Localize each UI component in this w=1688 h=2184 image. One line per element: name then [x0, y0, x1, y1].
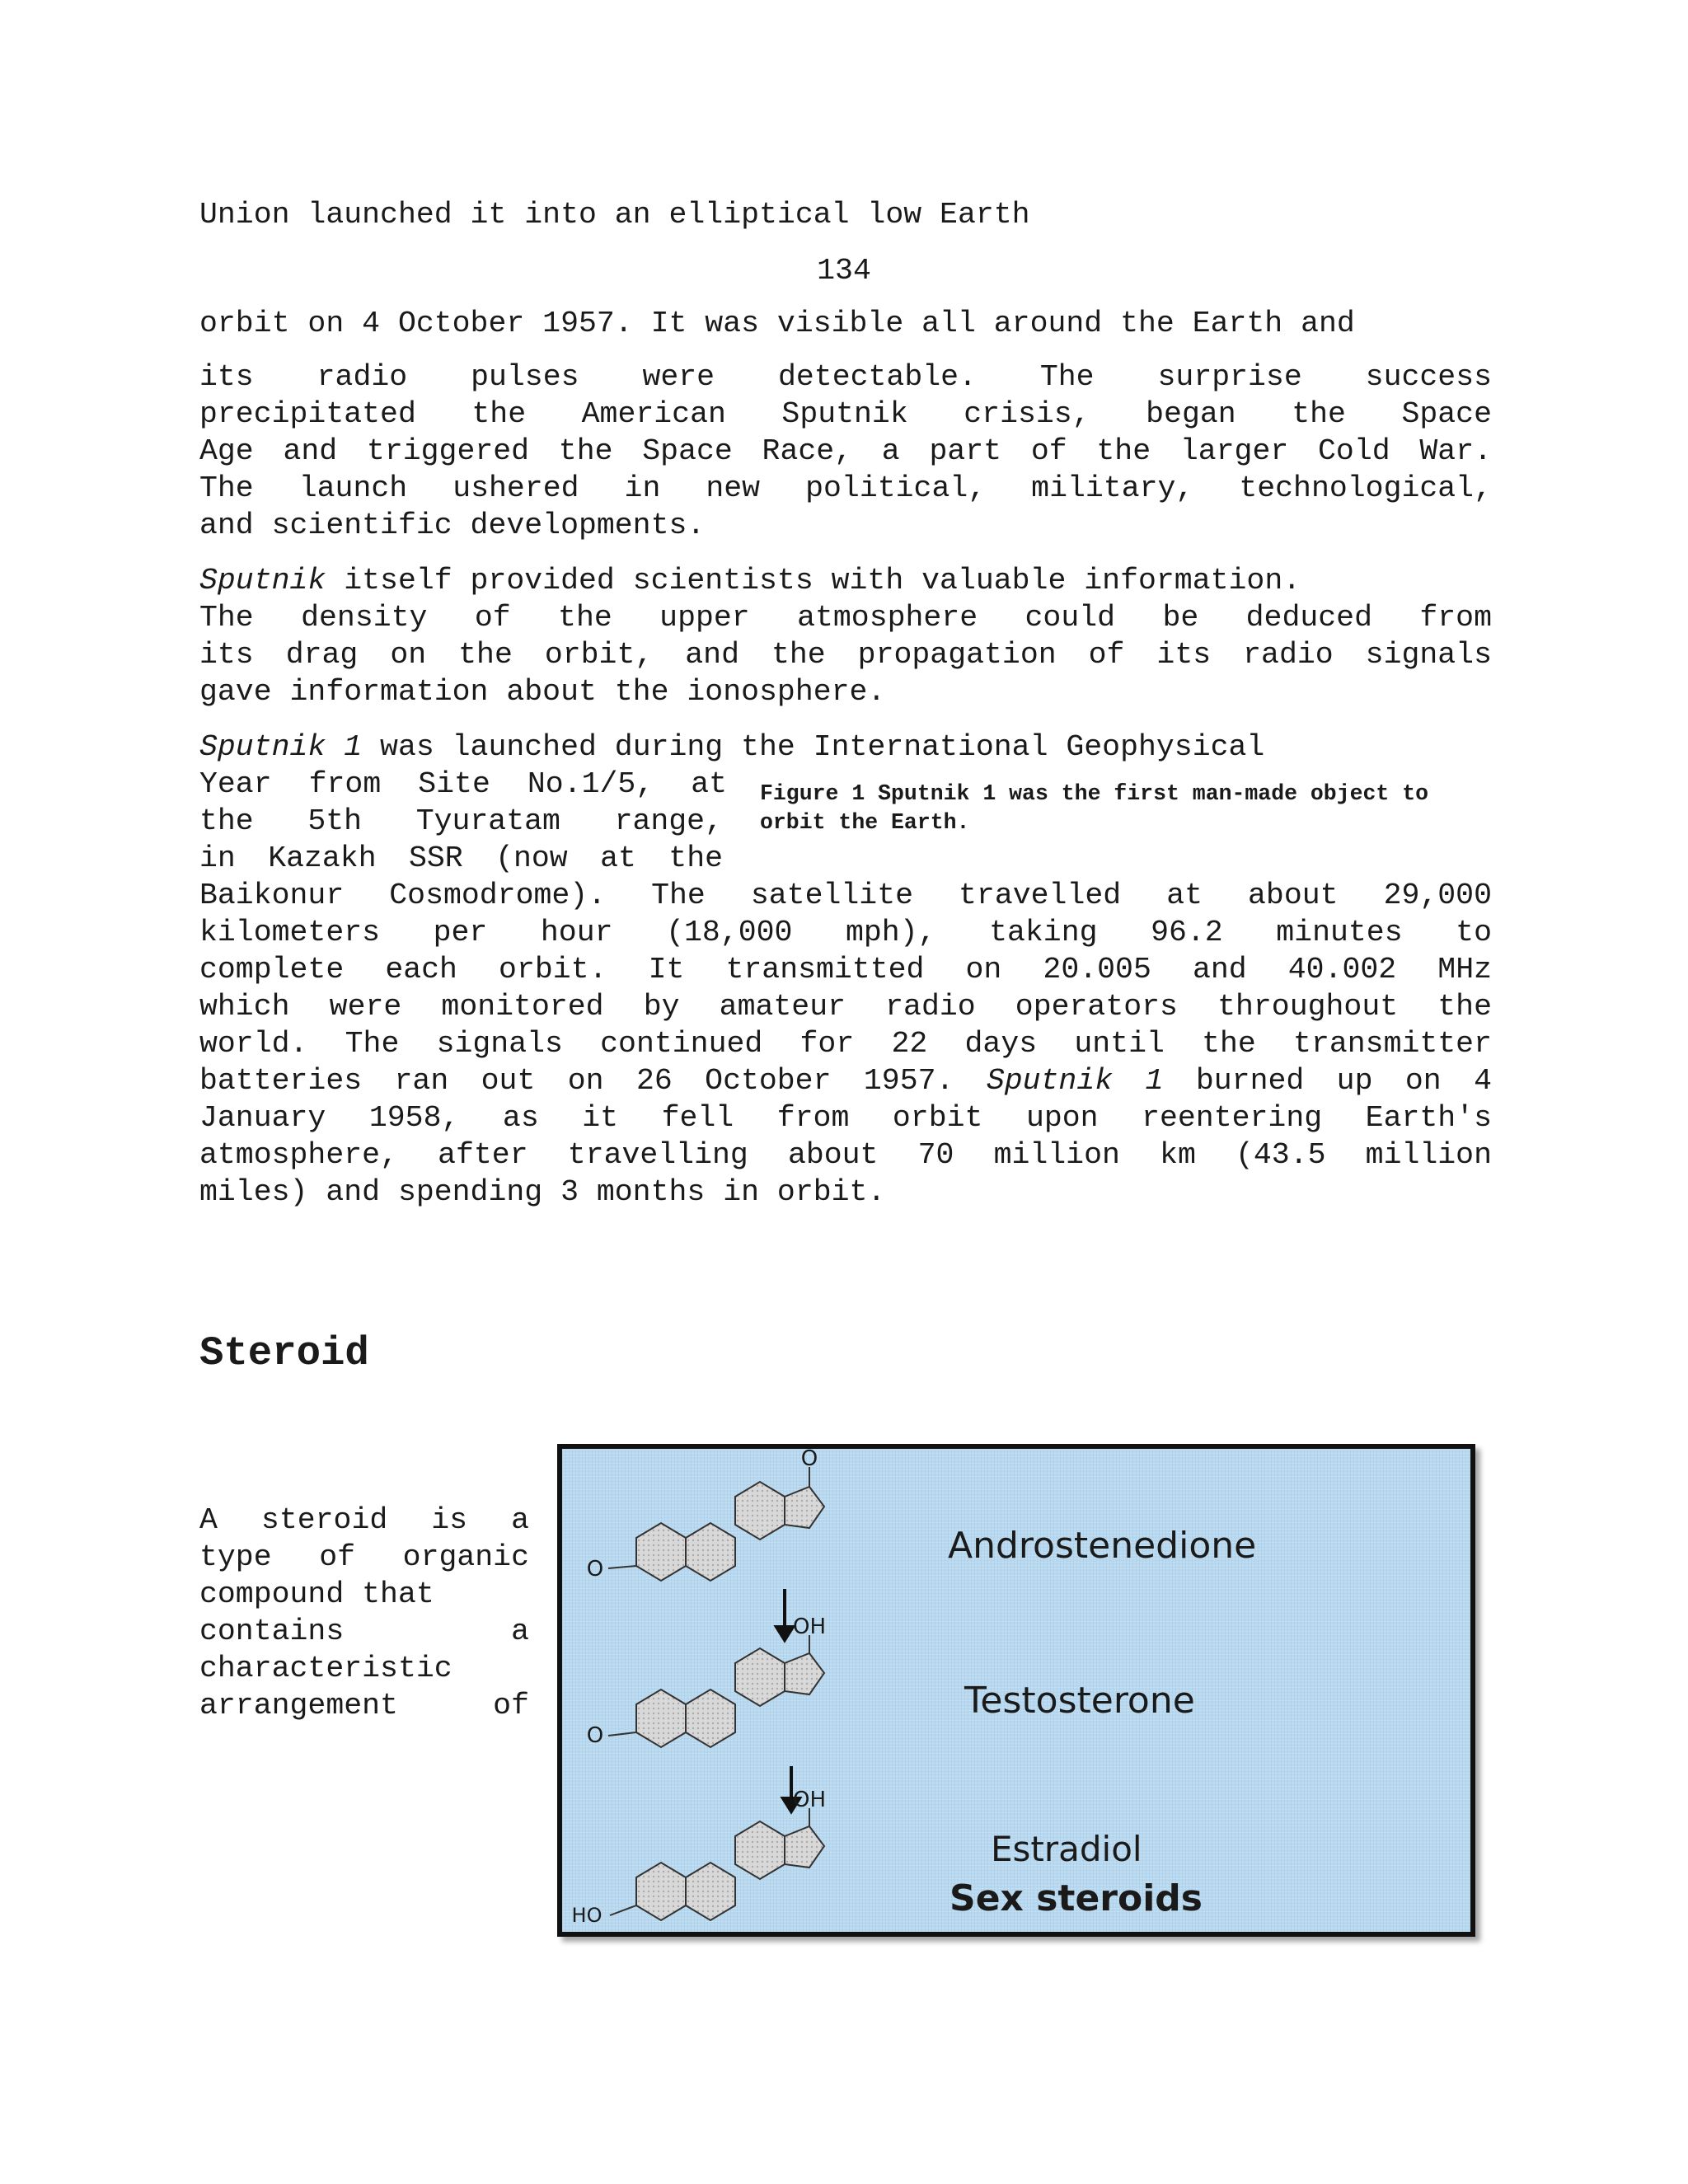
text-line: contains a: [199, 1615, 529, 1648]
section-heading: Steroid: [199, 1330, 369, 1376]
text-line: atmosphere, after travelling about 70 million km (43.5 million: [199, 1138, 1492, 1172]
text-run: batteries ran out on 26 October 1957.: [199, 1064, 987, 1098]
text-line: in Kazakh SSR (now at the: [199, 841, 723, 875]
text-line: Age and triggered the Space Race, a part of the larger Cold War.: [199, 434, 1492, 468]
text-line: world. The signals continued for 22 days until the transmitter: [199, 1027, 1492, 1061]
androstenedione-structure: [608, 1467, 824, 1581]
text-line: kilometers per hour (18,000 mph), taking 96.2 minutes to: [199, 916, 1492, 949]
compound-label: Estradiol: [991, 1829, 1142, 1869]
group-label: Sex steroids: [950, 1877, 1203, 1919]
text-line: A steroid is a: [199, 1503, 529, 1537]
text-line: [199, 562, 1492, 599]
text-line: Year from Site No.1/5, at: [199, 767, 727, 801]
text-line: Baikonur Cosmodrome). The satellite travelled at about 29,000: [199, 879, 1492, 912]
text-line: January 1958, as it fell from orbit upon reentering Earth's: [199, 1101, 1492, 1135]
italic-text: Sputnik 1: [986, 1064, 1164, 1098]
text-line: [199, 1062, 1492, 1099]
steroid-figure: [557, 1444, 1475, 1937]
italic-text: Sputnik 1: [199, 730, 363, 764]
figure-caption: Figure 1 Sputnik 1 was the first man-made object to orbit the Earth.: [760, 781, 1429, 835]
testosterone-structure: [608, 1635, 824, 1747]
page-number: 134: [817, 254, 871, 288]
text-line: its radio pulses were detectable. The surprise success: [199, 360, 1492, 394]
text-line: gave information about the ionosphere.: [199, 675, 886, 709]
atom-label: OH: [792, 1615, 827, 1639]
text-line: The launch ushered in new political, military, technological,: [199, 471, 1492, 505]
text-line: its drag on the orbit, and the propagation of its radio signals: [199, 638, 1492, 672]
text-line: which were monitored by amateur radio operators throughout the: [199, 990, 1492, 1024]
italic-text: Sputnik: [199, 564, 326, 598]
atom-label: HO: [571, 1904, 603, 1927]
text-line: and scientific developments.: [199, 509, 706, 542]
text-line: type of organic: [199, 1540, 529, 1574]
estradiol-structure: [610, 1808, 824, 1920]
text-line: orbit on 4 October 1957. It was visible all around the Earth and: [199, 307, 1355, 340]
text-line: compound that: [199, 1577, 434, 1611]
compound-label: Androstenedione: [948, 1525, 1257, 1567]
text-line: Union launched it into an elliptical low Earth: [199, 198, 1030, 232]
text-run: burned up on 4: [1163, 1064, 1492, 1098]
atom-label: O: [800, 1449, 818, 1471]
text-line: [199, 729, 1492, 766]
steroid-diagram: [562, 1449, 1470, 1932]
compound-label: Testosterone: [964, 1680, 1195, 1722]
atom-label: O: [586, 1723, 604, 1748]
text-line: precipitated the American Sputnik crisis, began the Space: [199, 397, 1492, 431]
atom-label: OH: [792, 1788, 827, 1812]
text-run: itself provided scientists with valuable information.: [326, 564, 1301, 598]
atom-label: O: [586, 1557, 604, 1582]
text-run: was launched during the International Geophysical: [362, 730, 1265, 764]
text-line: miles) and spending 3 months in orbit.: [199, 1175, 886, 1209]
text-line: characteristic: [199, 1652, 452, 1685]
text-line: The density of the upper atmosphere could be deduced from: [199, 601, 1492, 635]
text-line: the 5th Tyuratam range,: [199, 804, 723, 838]
text-line: complete each orbit. It transmitted on 20.005 and 40.002 MHz: [199, 953, 1492, 987]
text-line: arrangement of: [199, 1689, 529, 1722]
